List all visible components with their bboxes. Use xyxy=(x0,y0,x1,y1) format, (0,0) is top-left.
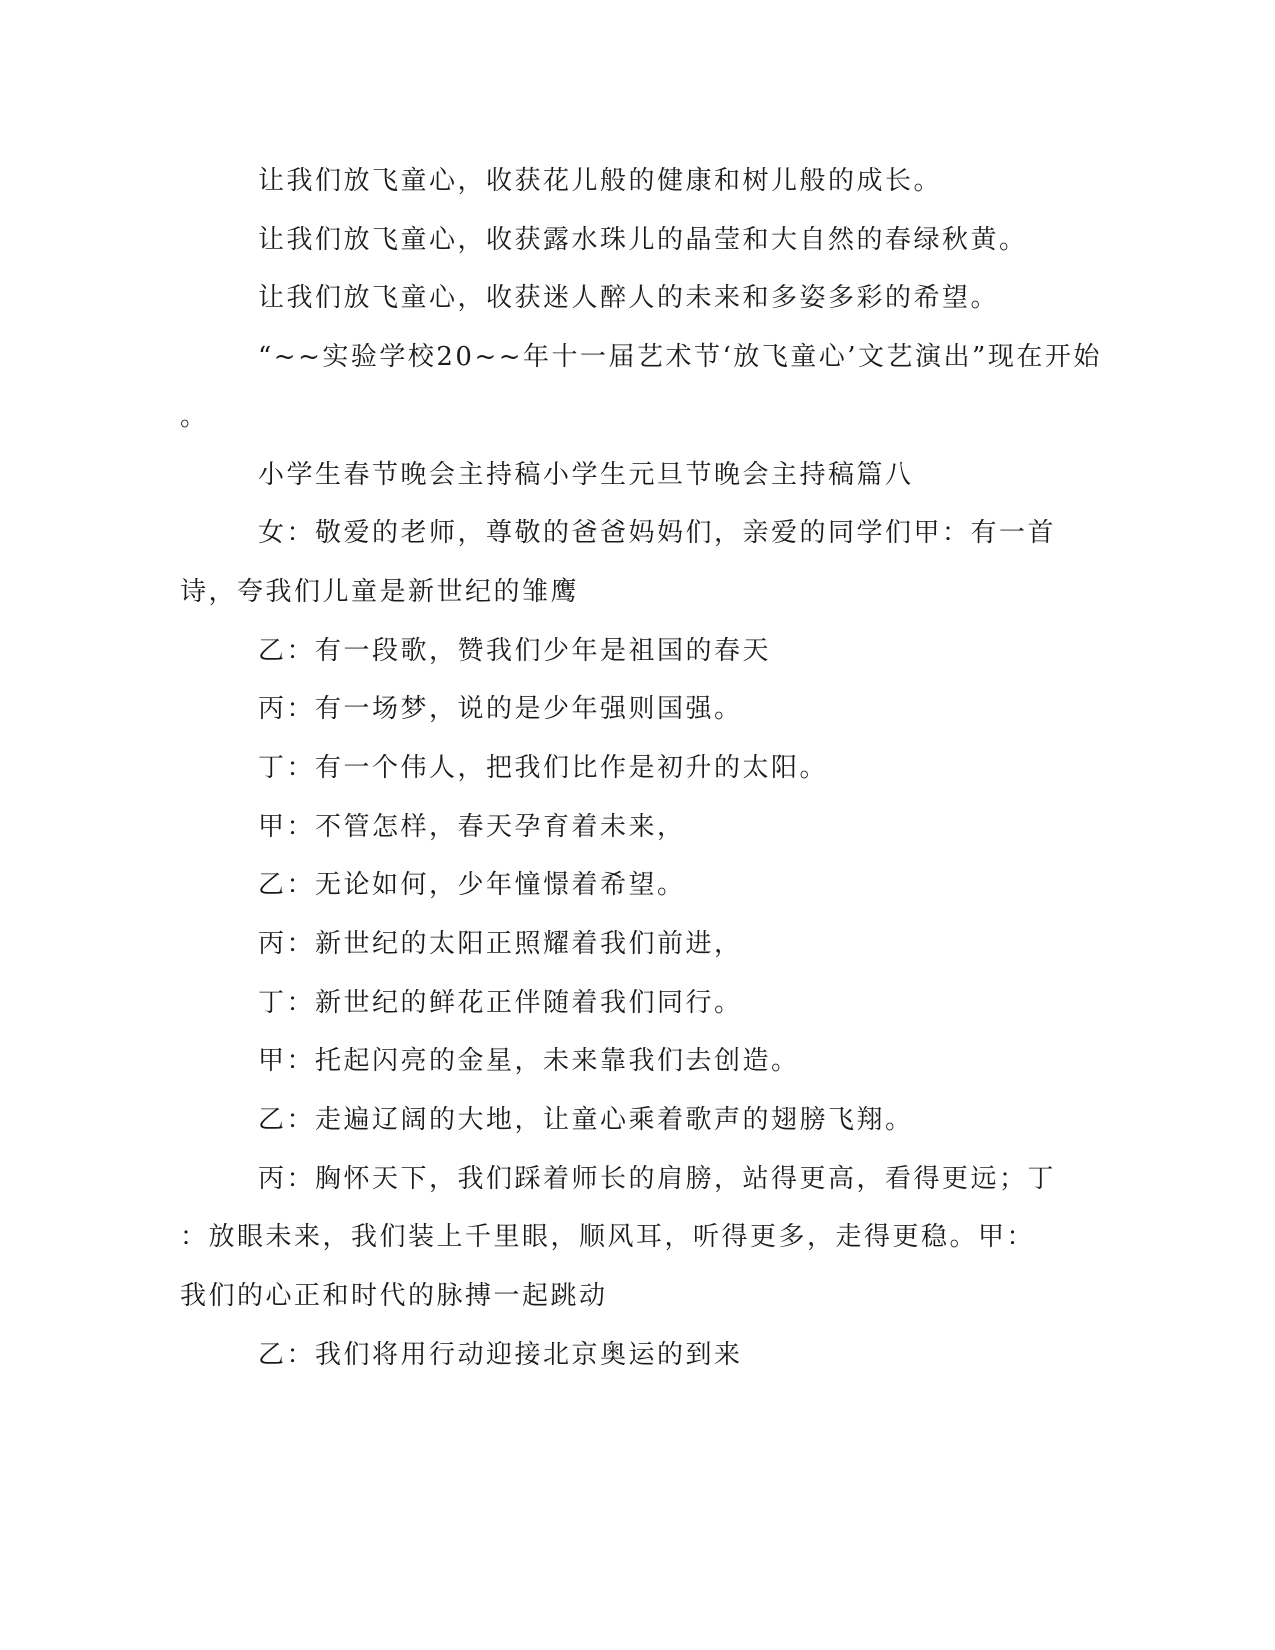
text-line: 乙：我们将用行动迎接北京奥运的到来 xyxy=(258,1340,743,1370)
text-line: 丙：胸怀天下，我们踩着师长的肩膀，站得更高，看得更远；丁 xyxy=(258,1164,1057,1194)
text-line: ：放眼未来，我们装上千里眼，顺风耳，听得更多，走得更稳。甲： xyxy=(180,1222,1036,1252)
text-line: 甲：不管怎样，春天孕育着未来， xyxy=(258,812,686,842)
text-line: 。 xyxy=(180,402,209,432)
section-heading: 小学生春节晚会主持稿小学生元旦节晚会主持稿篇八 xyxy=(258,460,914,490)
text-line: 丙：有一场梦，说的是少年强则国强。 xyxy=(258,694,743,724)
text-line: 诗，夸我们儿童是新世纪的雏鹰 xyxy=(180,577,580,607)
text-line: 甲：托起闪亮的金星，未来靠我们去创造。 xyxy=(258,1046,800,1076)
text-line: 让我们放飞童心，收获露水珠儿的晶莹和大自然的春绿秋黄。 xyxy=(258,225,1028,255)
text-line: 女：敬爱的老师，尊敬的爸爸妈妈们，亲爱的同学们甲：有一首 xyxy=(258,518,1057,548)
text-line: 乙：有一段歌，赞我们少年是祖国的春天 xyxy=(258,636,772,666)
text-line: 我们的心正和时代的脉搏一起跳动 xyxy=(180,1281,608,1311)
text-line: “~~实验学校20~~年十一届艺术节‘放飞童心’文艺演出”现在开始 xyxy=(258,342,1102,372)
text-line: 丁：新世纪的鲜花正伴随着我们同行。 xyxy=(258,988,743,1018)
text-line: 丙：新世纪的太阳正照耀着我们前进， xyxy=(258,929,743,959)
text-line: 让我们放飞童心，收获迷人醉人的未来和多姿多彩的希望。 xyxy=(258,283,1000,313)
text-line: 乙：无论如何，少年憧憬着希望。 xyxy=(258,870,686,900)
text-line: 丁：有一个伟人，把我们比作是初升的太阳。 xyxy=(258,753,829,783)
text-line: 乙：走遍辽阔的大地，让童心乘着歌声的翅膀飞翔。 xyxy=(258,1105,914,1135)
text-line: 让我们放飞童心，收获花儿般的健康和树儿般的成长。 xyxy=(258,166,943,196)
